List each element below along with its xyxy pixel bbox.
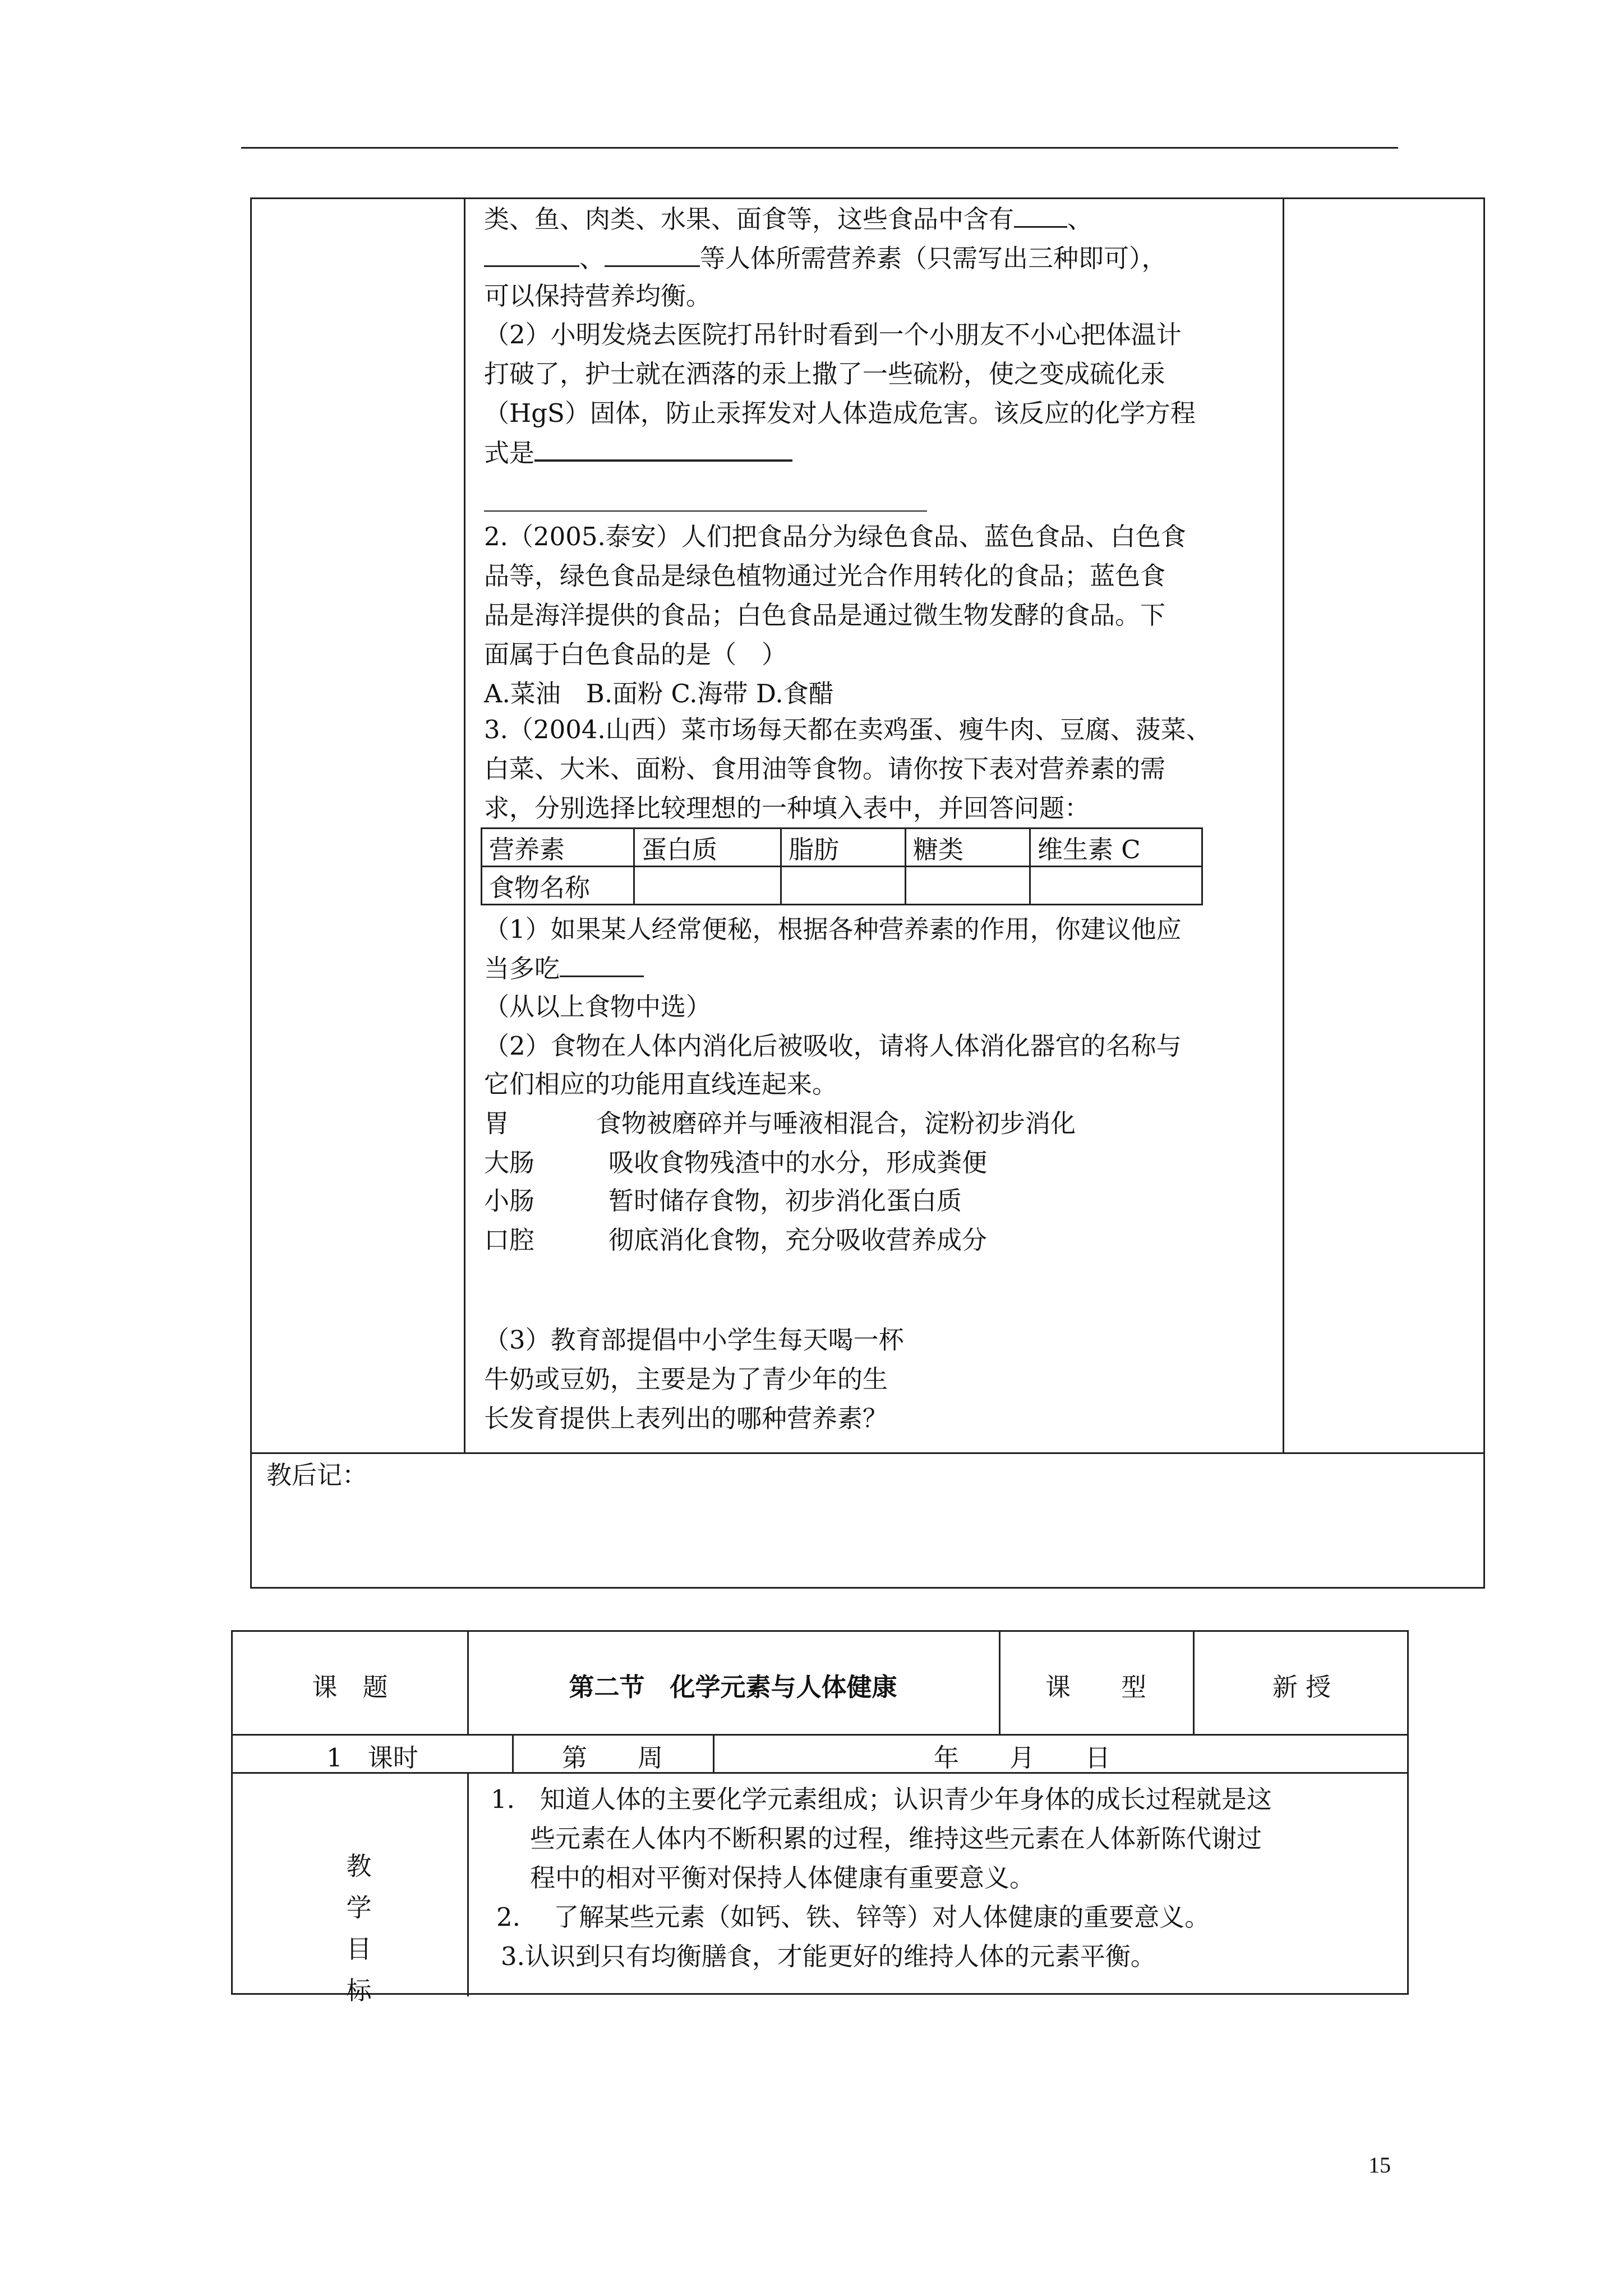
after-class-notes-label: 教后记：: [266, 1460, 368, 1490]
table-header-cell: 营养素: [482, 829, 634, 867]
text-line: （1）如果某人经常便秘，根据各种营养素的作用，你建议他应: [484, 914, 1182, 944]
header-rule: [241, 147, 1398, 149]
table-header-cell: 蛋白质: [634, 829, 781, 867]
lesson-type: 新 授: [1272, 1672, 1331, 1702]
answer-cell[interactable]: [906, 867, 1030, 905]
organ-row: [484, 1107, 1076, 1140]
text-line: 白菜、大米、面粉、食用油等食物。请你按下表对营养素的需: [484, 754, 1166, 784]
table-header-cell: 脂肪: [781, 829, 906, 867]
lesson-plan-table: [231, 1630, 1409, 1995]
text-line: 3.（2004.山西）菜市场每天都在卖鸡蛋、瘦牛肉、豆腐、菠菜、: [484, 715, 1211, 744]
label-char: 目: [346, 1934, 372, 1964]
answer-blank[interactable]: [484, 241, 579, 267]
week-field[interactable]: 第 周: [561, 1743, 663, 1773]
organ-name[interactable]: 胃: [484, 1108, 510, 1138]
answer-blank[interactable]: [1014, 201, 1067, 228]
topic-label: 课 题: [312, 1672, 388, 1702]
goal-line: 程中的相对平衡对保持人体健康有重要意义。: [530, 1863, 1035, 1893]
exercise-content: [464, 199, 1283, 1452]
text-line: 2.（2005.泰安）人们把食品分为绿色食品、蓝色食品、白色食: [484, 522, 1186, 551]
text-line: [484, 435, 792, 470]
organ-name[interactable]: 大肠: [484, 1148, 535, 1177]
answer-cell[interactable]: [1030, 867, 1202, 905]
text-line: [484, 201, 1092, 236]
answer-cell[interactable]: [781, 867, 906, 905]
label-char: 教: [346, 1851, 372, 1881]
text-line: 它们相应的功能用直线连起来。: [484, 1069, 838, 1099]
answer-cell[interactable]: [634, 867, 781, 905]
table-row: [482, 867, 1202, 905]
column-divider: [713, 1734, 714, 1772]
text-line: [484, 241, 1167, 275]
organ-row: [484, 1146, 987, 1180]
organ-function[interactable]: 吸收食物残渣中的水分，形成粪便: [608, 1148, 988, 1177]
class-periods: 1 课时: [326, 1743, 418, 1773]
options-line: A.菜油 B.面粉 C.海带 D.食醋: [484, 679, 834, 708]
text-line: （从以上食物中选）: [484, 992, 712, 1022]
lesson-topic: 第二节 化学元素与人体健康: [569, 1672, 897, 1702]
table-row-label: 食物名称: [482, 867, 634, 905]
column-divider: [1283, 199, 1284, 1452]
text: 、: [1067, 204, 1093, 234]
text-line: （2）小明发烧去医院打吊针时看到一个小朋友不小心把体温计: [484, 320, 1182, 349]
goal-line: 些元素在人体内不断积累的过程，维持这些元素在人体新陈代谢过: [530, 1824, 1262, 1853]
text-line: （3）教育部提倡中小学生每天喝一杯: [484, 1325, 904, 1355]
lesson-table-continued: [250, 197, 1485, 1589]
answer-blank[interactable]: [560, 951, 644, 977]
equation-blank[interactable]: [534, 435, 792, 462]
text-line: 品是海洋提供的食品；白色食品是通过微生物发酵的食品。下: [484, 600, 1166, 630]
text-line: [484, 951, 644, 986]
organ-name[interactable]: 小肠: [484, 1186, 535, 1216]
text: 等人体所需营养素（只需写出三种即可），: [700, 243, 1167, 273]
text-line: 牛奶或豆奶，主要是为了青少年的生: [484, 1364, 888, 1394]
organ-function[interactable]: 食物被磨碎并与唾液相混合，淀粉初步消化: [596, 1108, 1076, 1138]
organ-function[interactable]: 暂时储存食物，初步消化蛋白质: [608, 1186, 962, 1216]
text-line: 求，分别选择比较理想的一种填入表中，并回答问题：: [484, 793, 1090, 823]
text-line: （HgS）固体，防止汞挥发对人体造成危害。该反应的化学方程: [484, 398, 1196, 428]
text: 、: [579, 243, 605, 273]
table-header-cell: 糖类: [906, 829, 1030, 867]
teaching-goals-label: [336, 1846, 381, 2012]
organ-name[interactable]: 口腔: [484, 1225, 535, 1255]
organ-row: [484, 1184, 962, 1218]
text-line: 品等，绿色食品是绿色植物通过光合作用转化的食品；蓝色食: [484, 561, 1166, 591]
goal-line: 2. 了解某些元素（如钙、铁、锌等）对人体健康的重要意义。: [496, 1902, 1210, 1932]
row-divider: [233, 1734, 1407, 1736]
text: 当多吃: [484, 954, 560, 983]
row-divider: [252, 1452, 1483, 1454]
text-line: 长发育提供上表列出的哪种营养素？: [484, 1404, 888, 1433]
organ-function[interactable]: 彻底消化食物，充分吸收营养成分: [608, 1225, 988, 1255]
type-label: 课 型: [1045, 1672, 1146, 1702]
table-row: [482, 829, 1202, 867]
table-header-cell: 维生素 C: [1030, 829, 1202, 867]
goal-line: 1. 知道人体的主要化学元素组成；认识青少年身体的成长过程就是这: [491, 1784, 1272, 1814]
column-divider: [467, 1772, 469, 1996]
page-number: 15: [1368, 2152, 1391, 2178]
organ-row: [484, 1223, 987, 1257]
text: 类、鱼、肉类、水果、面食等，这些食品中含有: [484, 204, 1015, 234]
goal-line: 3.认识到只有均衡膳食，才能更好的维持人体的元素平衡。: [501, 1941, 1156, 1971]
text-line: （2）食物在人体内消化后被吸收，请将人体消化器官的名称与: [484, 1031, 1182, 1061]
answer-line[interactable]: [484, 510, 927, 512]
label-char: 标: [346, 1976, 372, 2005]
label-char: 学: [346, 1893, 372, 1922]
text-line: 面属于白色食品的是（ ）: [484, 639, 787, 669]
text-line: 打破了，护士就在洒落的汞上撒了一些硫粉，使之变成硫化汞: [484, 359, 1166, 389]
date-field[interactable]: 年 月 日: [934, 1743, 1111, 1773]
answer-blank[interactable]: [605, 241, 700, 267]
text: 式是: [484, 438, 535, 468]
text-line: 可以保持营养均衡。: [484, 281, 712, 311]
nutrient-table: [481, 827, 1203, 905]
